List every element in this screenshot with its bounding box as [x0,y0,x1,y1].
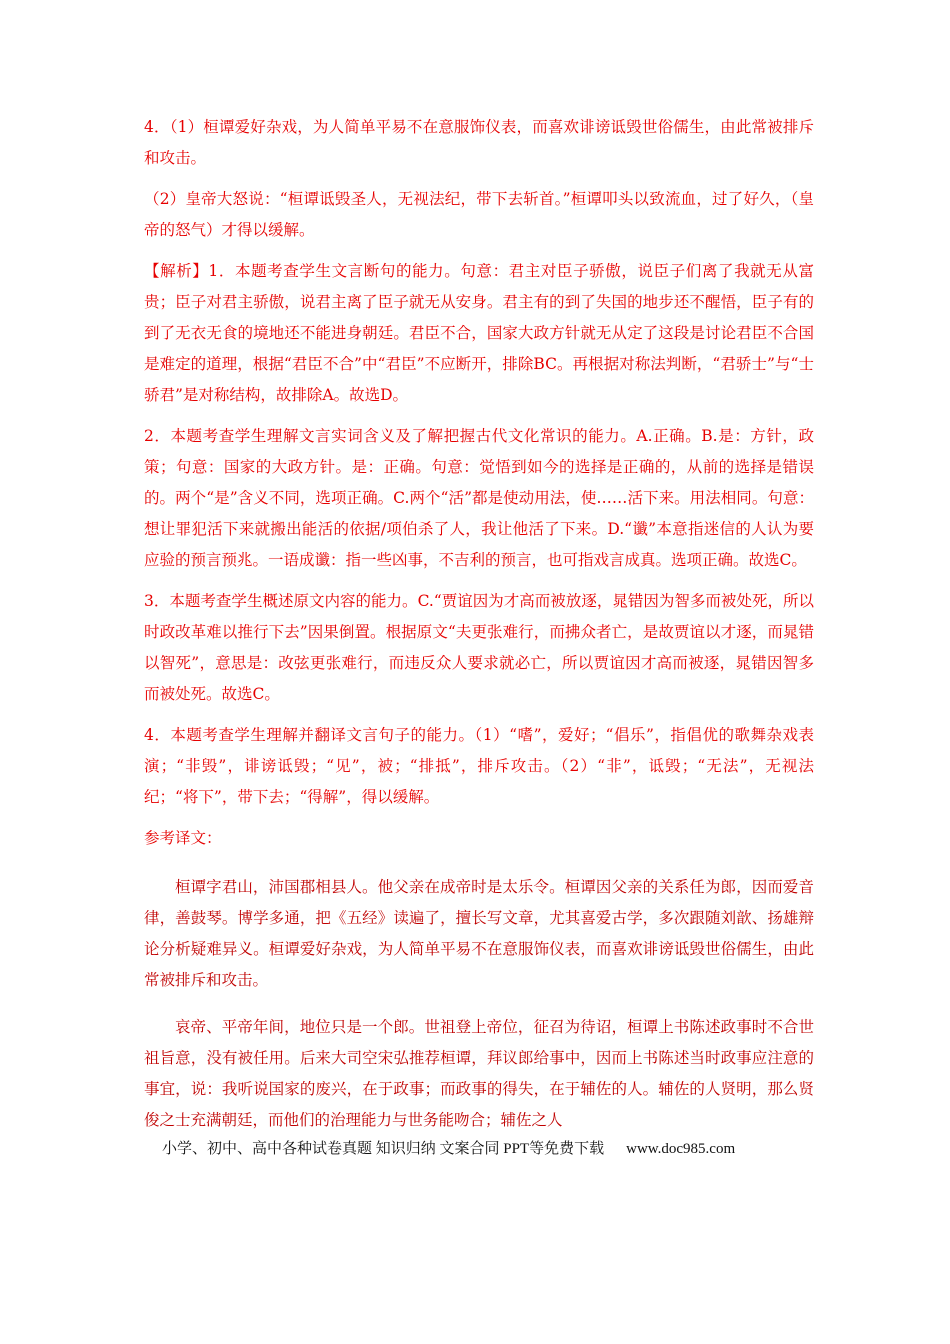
answer-paragraph: 4．（1）桓谭爱好杂戏，为人简单平易不在意服饰仪表，而喜欢诽谤诋毁世俗儒生，由此常被排斥和攻击。 [144,118,814,167]
footer-site-link[interactable]: www.doc985.com [626,1141,736,1157]
translation-paragraph: 哀帝、平帝年间，地位只是一个郎。世祖登上帝位，征召为待诏，桓谭上书陈述政事时不合世祖旨意，没有被任用。后来大司空宋弘推荐桓谭，拜议郎给事中，因而上书陈述当时政事应注意的事宜，说：我听说国家的废兴，在于政事；而政事的得失，在于辅佐的人。辅佐的人贤明，那么贤俊之士充满朝廷，而他们的治理能力与世务能吻合；辅佐之人 [144,1018,814,1129]
analysis-paragraph: 3．本题考查学生概述原文内容的能力。C.“贾谊因为才高而被放逐，晁错因为智多而被处死，所以时政改革难以推行下去”因果倒置。根据原文“夫更张难行，而拂众者亡，是故贾谊以才逐，而晁错以智死”，意思是：改弦更张难行，而违反众人要求就必亡，所以贾谊因才高而被逐，晁错因智多而被处死。故选C。 [144,592,814,703]
translation-heading: 参考译文： [144,829,222,847]
document-body [144,112,814,1152]
answer-paragraph: （2）皇帝大怒说：“桓谭诋毁圣人，无视法纪，带下去斩首。”桓谭叩头以致流血，过了好久，（皇帝的怒气）才得以缓解。 [144,190,814,239]
page-footer [162,1137,842,1158]
footer-text: 小学、初中、高中各种试卷真题 知识归纳 文案合同 PPT等免费下载 [162,1141,605,1157]
analysis-paragraph: 【解析】1．本题考查学生文言断句的能力。句意：君主对臣子骄傲，说臣子们离了我就无从富贵；臣子对君主骄傲，说君主离了臣子就无从安身。君主有的到了失国的地步还不醒悟，臣子有的到了无衣无食的境地还不能进身朝廷。君臣不合，国家大政方针就无从定了这段是讨论君臣不合国是难定的道理，根据“君臣不合”中“君臣”不应断开，排除BC。再根据对称法判断，“君骄士”与“士骄君”是对称结构，故排除A。故选D。 [144,262,814,404]
analysis-paragraph: 2．本题考查学生理解文言实词含义及了解把握古代文化常识的能力。A.正确。B.是：方针，政策；句意：国家的大政方针。是：正确。句意：觉悟到如今的选择是正确的，从前的选择是错误的。两个“是”含义不同，选项正确。C.两个“活”都是使动用法，使……活下来。用法相同。句意：想让罪犯活下来就搬出能活的依据/项伯杀了人，我让他活了下来。D.“谶”本意指迷信的人认为要应验的预言预兆。一语成谶：指一些凶事，不吉利的预言，也可指戏言成真。选项正确。故选C。 [144,427,814,569]
translation-paragraph: 桓谭字君山，沛国郡相县人。他父亲在成帝时是太乐令。桓谭因父亲的关系任为郎，因而爱音律，善鼓琴。博学多通，把《五经》读遍了，擅长写文章，尤其喜爱古学，多次跟随刘歆、扬雄辩论分析疑难异义。桓谭爱好杂戏，为人简单平易不在意服饰仪表，而喜欢诽谤诋毁世俗儒生，由此常被排斥和攻击。 [144,878,814,989]
analysis-paragraph: 4．本题考查学生理解并翻译文言句子的能力。（1）“嗜”，爱好；“倡乐”，指倡优的歌舞杂戏表演；“非毁”，诽谤诋毁；“见”，被；“排抵”，排斥攻击。（2）“非”，诋毁；“无法”，无视法纪；“将下”，带下去；“得解”，得以缓解。 [144,726,814,806]
